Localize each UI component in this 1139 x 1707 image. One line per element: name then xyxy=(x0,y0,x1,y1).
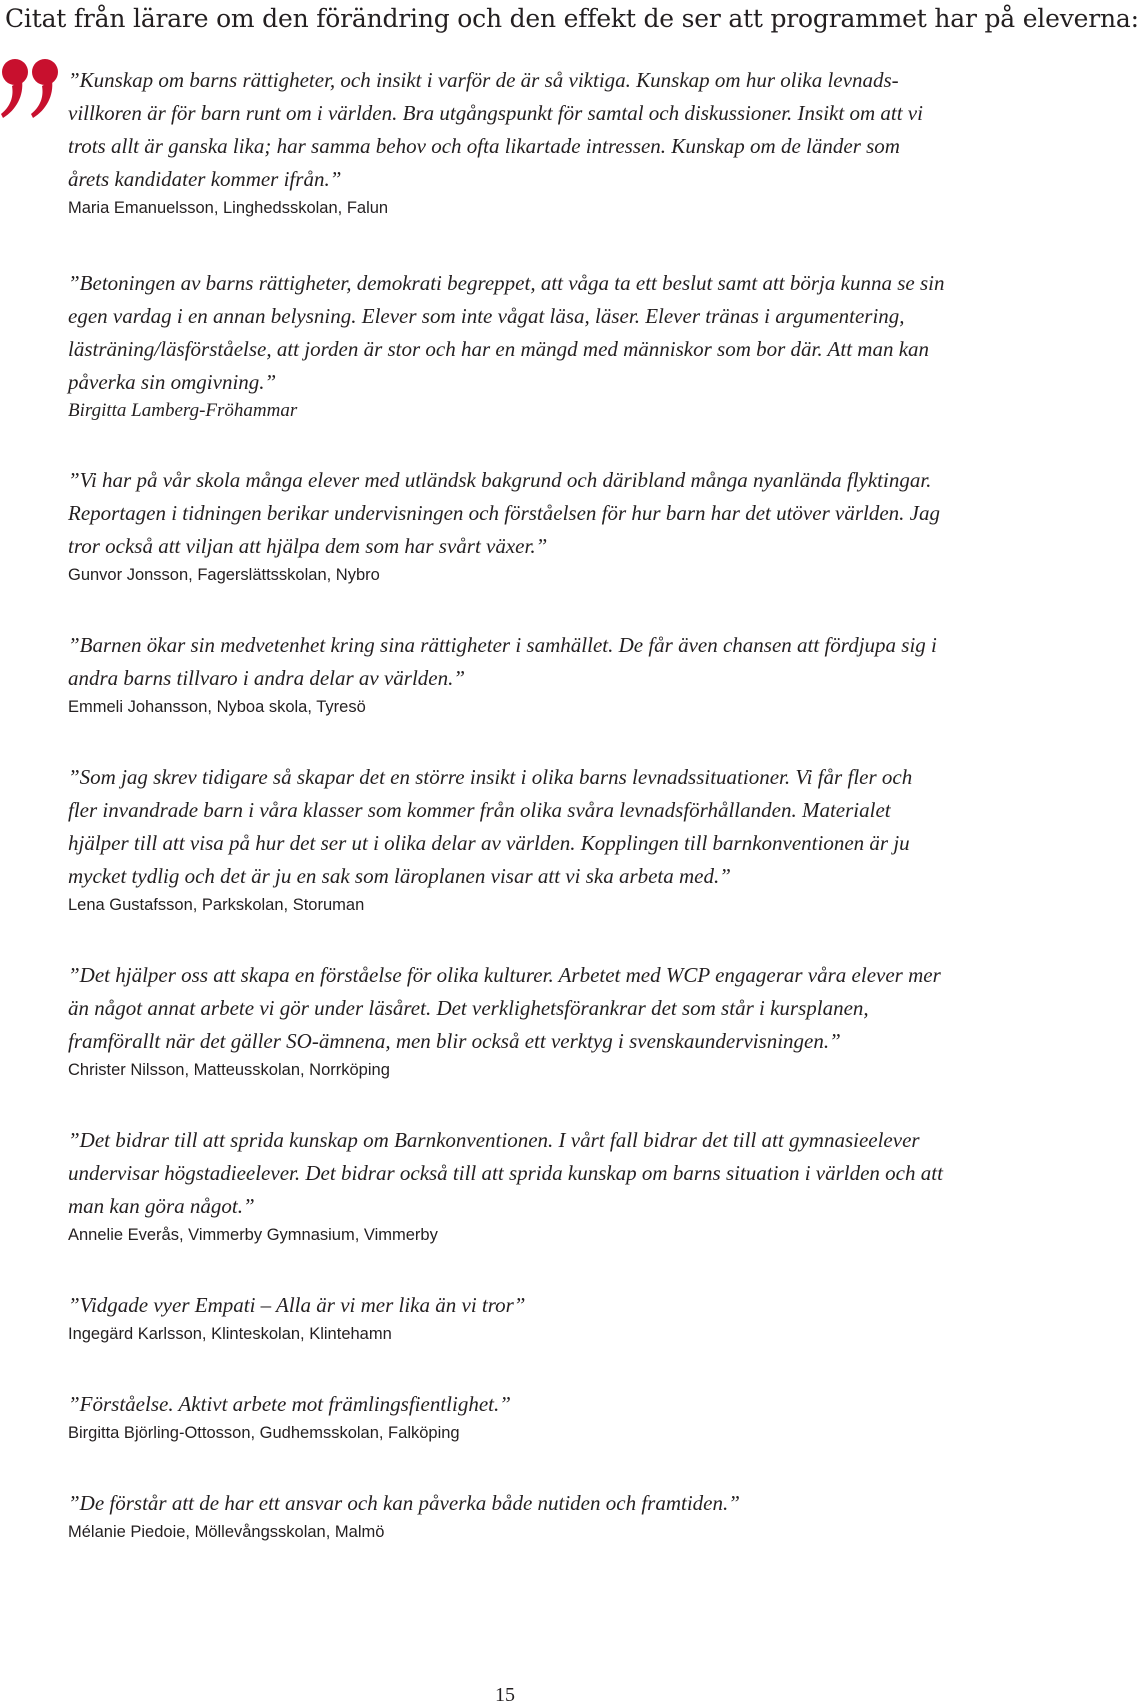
page-number: 15 xyxy=(495,1684,515,1706)
quote-author: Lena Gustafsson, Parkskolan, Storuman xyxy=(68,896,365,914)
quote-text: ”Barnen ökar sin medvetenhet kring sina rättigheter i samhället. De får även chansen att fördjupa sig i andra barns tillvaro i andra delar av världen.” xyxy=(68,633,937,690)
quote-item xyxy=(68,464,946,587)
quote-text: ”De förstår att de har ett ansvar och kan påverka både nutiden och framtiden.” xyxy=(68,1491,740,1515)
quote-text: ”Betoningen av barns rättigheter, demokrati begreppet, att våga ta ett beslut samt att börja kunna se sin egen vardag i en annan belysning. Elever som inte vågat läsa, läser. Elever tränas i argumentering, lästräning/läsförståelse, att jorden är stor och har en mängd med människor som bor där. Att man kan påverka sin omgivning.” xyxy=(68,271,945,394)
quote-author: Birgitta Lamberg-Fröhammar xyxy=(68,400,298,421)
quote-item xyxy=(68,1487,946,1544)
quote-author: Emmeli Johansson, Nyboa skola, Tyresö xyxy=(68,698,366,716)
quote-item xyxy=(68,1124,946,1247)
quote-author: Annelie Everås, Vimmerby Gymnasium, Vimmerby xyxy=(68,1226,438,1244)
quote-author: Christer Nilsson, Matteusskolan, Norrköping xyxy=(68,1061,390,1079)
quote-author: Gunvor Jonsson, Fagerslättsskolan, Nybro xyxy=(68,566,380,584)
quote-text: ”Det bidrar till att sprida kunskap om Barnkonventionen. I vårt fall bidrar det till att gymnasieelever undervisar högstadieelever. Det bidrar också till att sprida kunskap om barns situation i världen och att man kan göra något.” xyxy=(68,1128,943,1218)
quote-text: ”Vi har på vår skola många elever med utländsk bakgrund och däribland många nyanlända flyktingar. Reportagen i tidningen berikar undervisningen och förståelsen för hur barn har det utöver världen. Jag tror också att viljan att hjälpa dem som har svårt växer.” xyxy=(68,468,940,558)
quote-item xyxy=(68,1388,946,1445)
quote-text: ”Förståelse. Aktivt arbete mot främlingsfientlighet.” xyxy=(68,1392,511,1416)
quote-item xyxy=(68,64,946,220)
page-heading: Citat från lärare om den förändring och den effekt de ser att programmet har på eleverna: xyxy=(5,4,1139,33)
quote-text: ”Det hjälper oss att skapa en förståelse för olika kulturer. Arbetet med WCP engagerar våra elever mer än något annat arbete vi gör under läsåret. Det verklighetsförankrar det som står i kursplanen, framförallt när det gäller SO-ämnena, men blir också ett verktyg i svenskaundervisningen.” xyxy=(68,963,941,1053)
quote-text: ”Vidgade vyer Empati – Alla är vi mer lika än vi tror” xyxy=(68,1293,526,1317)
quote-text: ”Som jag skrev tidigare så skapar det en större insikt i olika barns levnadssituationer. Vi får fler och fler invandrade barn i våra klasser som kommer från olika svåra levnadsförhållanden. Materialet hjälper till att visa på hur det ser ut i olika delar av världen. Kopplingen till barnkonventionen är ju mycket tydlig och det är ju en sak som läroplanen visar att vi ska arbeta med.” xyxy=(68,765,913,888)
quote-item xyxy=(68,1289,946,1346)
quote-item xyxy=(68,267,946,423)
quote-author: Maria Emanuelsson, Linghedsskolan, Falun xyxy=(68,199,389,217)
quote-item xyxy=(68,959,946,1082)
quote-item xyxy=(68,629,946,719)
quote-text: ”Kunskap om barns rättigheter, och insikt i varför de är så viktiga. Kunskap om hur olika levnads-villkoren är för barn runt om i världen. Bra utgångspunkt för samtal och diskussioner. Insikt om att vi trots allt är ganska lika; har samma behov och ofta likartade intressen. Kunskap om de länder som årets kandidater kommer ifrån.” xyxy=(68,68,923,191)
quote-author: Mélanie Piedoie, Möllevångsskolan, Malmö xyxy=(68,1523,385,1541)
quote-author: Ingegärd Karlsson, Klinteskolan, Klintehamn xyxy=(68,1325,392,1343)
quote-author: Birgitta Björling-Ottosson, Gudhemsskolan, Falköping xyxy=(68,1424,460,1442)
quotation-mark-icon xyxy=(0,52,62,122)
quote-item xyxy=(68,761,946,917)
